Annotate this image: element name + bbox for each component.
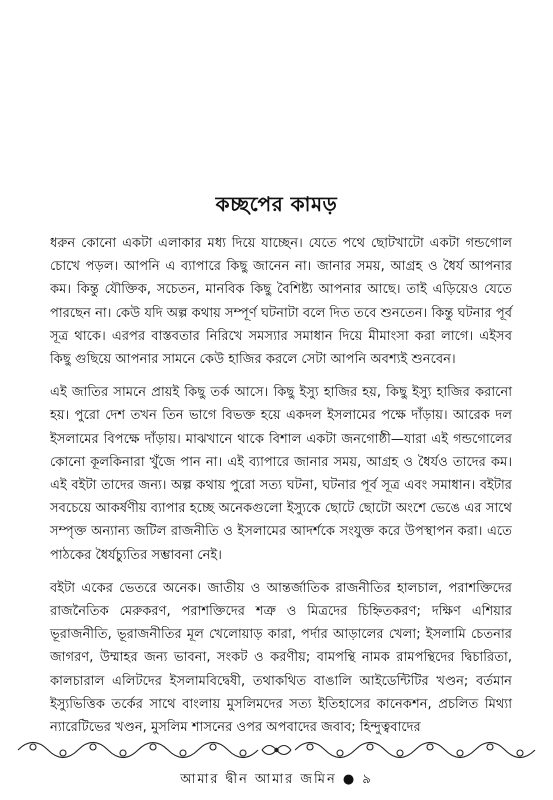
paragraph-2: এই জাতির সামনে প্রায়ই কিছু তর্ক আসে। কিছু ইস্যু হাজির হয়, কিছু ইস্যু হাজির করানো হয়। পুরো দেশ তখন তিন ভাগে বিভক্ত হয়ে একদল ইসলামের পক্ষে দাঁড়ায়। আরেক দল ইসলামের বিপক্ষে দাঁড়ায়। মাঝখানে থাকে বিশাল একটা জনগোষ্ঠী—যারা এই গন্ডগোলের কোনো কূলকিনারা খুঁজে পান না। এই ব্যাপারে জানার সময়, আগ্রহ ও ধৈর্যও তাদের কম। এই বইটা তাদের জন্য। অল্প কথায় পুরো সত্য ঘটনা, ঘটনার পূর্ব সূত্র এবং সমাধান। বইটার সবচেয়ে আকর্ষণীয় ব্যাপার হচ্ছে অনেকগুলো ইস্যুকে ছোটে ছোটো অংশে ভেঙে এর সাথে সম্পৃক্ত অন্যান্য জটিল রাজনীতি ও ইসলামের আদর্শকে সংযুক্ত করে উপস্থাপন করা। এতে পাঠকের ধৈর্যচ্যুতির সম্ভাবনা নেই। [50,385,513,563]
page-title: কচ্ছপের কামড় [215,192,338,216]
decorative-ornament-border [16,738,537,762]
body-text [50,232,512,749]
paragraph-1: ধরুন কোনো একটা এলাকার মধ্য দিয়ে যাচ্ছেন। যেতে পথে ছোটখাটো একটা গন্ডগোল চোখে পড়ল। আপনি এ ব্যাপারে কিছু জানেন না। জানার সময়, আগ্রহ ও ধৈর্য আপনার কম। কিন্তু যৌক্তিক, সচেতন, মানবিক কিছু বৈশিষ্ট্য আপনার আছে। তাই এড়িয়েও যেতে পারছেন না। কেউ যদি অল্প কথায় সম্পূর্ণ ঘটনাটা বলে দিত তবে শুনতেন। কিন্তু ঘটনার পূর্ব সূত্র থাকে। এরপর বাস্তবতার নিরিখে সমস্যার সমাধান দিয়ে মীমাংসা করা লাগে। এইসব কিছু গুছিয়ে আপনার সামনে কেউ হাজির করলে সেটা আপনি অবশ্যই শুনবেন। [50,236,512,368]
page-footer: আমার দ্বীন আমার জমিন ● ৯ [180,772,373,787]
paragraph-3: বইটা একের ভেতরে অনেক। জাতীয় ও আন্তর্জাতিক রাজনীতির হালচাল, পরাশক্তিদের রাজনৈতিক মেরুকরণ, পরাশক্তিদের শত্রু ও মিত্রদের চিহ্নিতকরণ; দক্ষিণ এশিয়ার ভূরাজনীতি, ভূরাজনীতির মূল খেলোয়াড় কারা, পর্দার আড়ালের খেলা; ইসলামি চেতনার জাগরণ, উম্মাহর জন্য ভাবনা, সংকট ও করণীয়; বামপন্থি নামক রামপন্থিদের দ্বিচারিতা, কালচারাল এলিটদের ইসলামবিদ্বেষী, তথাকথিত বাঙালি আইডেন্টিটির খণ্ডন; বর্তমান ইস্যুভিত্তিক তর্কের সাথে বাংলায় মুসলিমদের সত্য ইতিহাসের কানেকশন, প্রচলিত মিথ্যা ন্যারেটিভের খণ্ডন, মুসলিম শাসনের ওপর অপবাদের জবাব; হিন্দুত্ববাদের [50,580,512,736]
